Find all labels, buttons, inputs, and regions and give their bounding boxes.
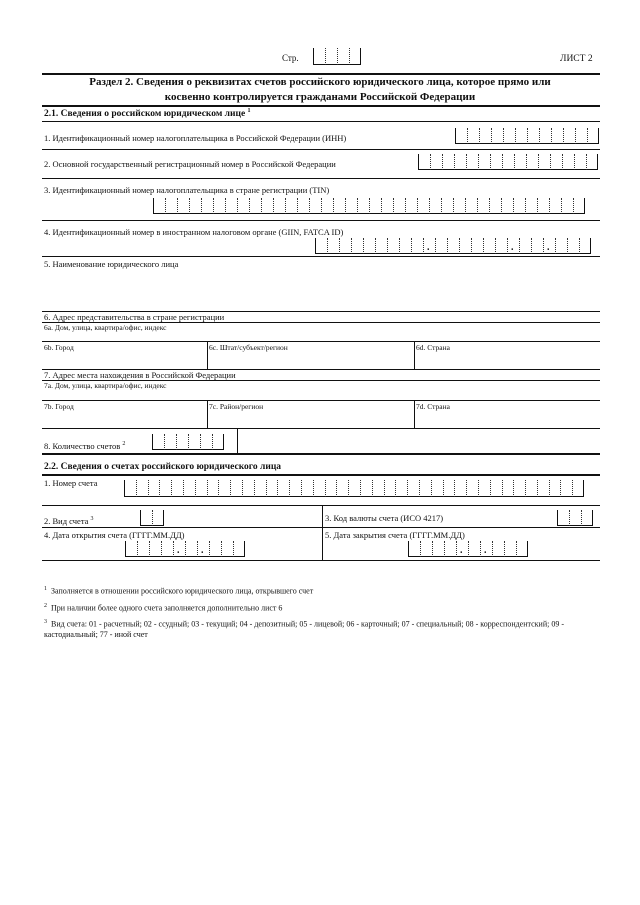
rep-state-label: 6с. Штат/субъект/регион <box>209 343 288 352</box>
rep-city-label: 6b. Город <box>44 343 74 352</box>
ogrn-field[interactable] <box>418 154 598 170</box>
rep-address-label: 6. Адрес представительства в стране регистрации <box>44 312 225 322</box>
account-number-label: 1. Номер счета <box>44 478 98 488</box>
ru-district-label: 7с. Район/регион <box>209 402 264 411</box>
rep-city-field[interactable] <box>44 354 204 366</box>
tin-label: 3. Идентификационный номер налогоплательщика в стране регистрации (TIN) <box>44 185 330 195</box>
ru-city-field[interactable] <box>44 413 204 425</box>
ru-street-field[interactable] <box>42 390 600 398</box>
account-type-label: 2. Вид счета $^3$ <box>44 515 94 526</box>
page-number-label: Стр. <box>282 53 299 63</box>
accounts-count-field[interactable] <box>152 434 224 450</box>
ru-street-label: 7а. Дом, улица, квартира/офис, индекс <box>44 381 167 390</box>
rep-state-field[interactable] <box>210 354 410 366</box>
footnote-2: $^2$ При наличии более одного счета заполняется дополнительно лист 6 <box>44 603 283 613</box>
close-date-field[interactable] <box>408 541 528 557</box>
rep-country-field[interactable] <box>417 354 597 366</box>
company-name-field[interactable] <box>42 270 600 308</box>
rep-country-label: 6d. Страна <box>416 343 450 352</box>
sheet-label: ЛИСТ 2 <box>560 54 593 64</box>
ru-district-field[interactable] <box>210 413 410 425</box>
open-date-field[interactable] <box>125 541 245 557</box>
tin-field[interactable] <box>153 198 585 214</box>
rep-street-label: 6а. Дом, улица, квартира/офис, индекс <box>44 323 167 332</box>
footnote-3: $^3$ Вид счета: 01 - расчетный; 02 - ссудный; 03 - текущий; 04 - депозитный; 05 - лицевой; 06 - карточный; 07 - специальный; 08 - корреспондентский; 09 - кастодиальный; 77 - иной счет <box>44 619 564 640</box>
account-type-field[interactable] <box>140 510 164 526</box>
company-name-label: 5. Наименование юридического лица <box>44 259 179 269</box>
section-2-2-heading: 2.2. Сведения о счетах российского юридического лица <box>44 462 282 472</box>
account-number-field[interactable] <box>124 480 584 497</box>
ogrn-label: 2. Основной государственный регистрационный номер в Российской Федерации <box>44 159 336 169</box>
ru-country-label: 7d. Страна <box>416 402 450 411</box>
currency-code-label: 3. Код валюты счета (ИСО 4217) <box>325 513 444 523</box>
page-number-field[interactable] <box>313 48 361 65</box>
section-2-1-heading: 2.1. Сведения о российском юридическом лице $^1$ <box>44 108 251 120</box>
giin-field[interactable] <box>315 238 591 254</box>
inn-field[interactable] <box>455 128 599 144</box>
giin-label: 4. Идентификационный номер в иностранном налоговом органе (GIIN, FATCA ID) <box>44 227 344 237</box>
ru-city-label: 7b. Город <box>44 402 74 411</box>
inn-label: 1. Идентификационный номер налогоплательщика в Российской Федерации (ИНН) <box>44 133 347 143</box>
close-date-label: 5. Дата закрытия счета (ГГГГ.ММ.ДД) <box>325 530 465 540</box>
section-title-line1: Раздел 2. Сведения о реквизитах счетов российского юридического лица, которое прямо или <box>89 76 551 88</box>
accounts-count-label: 8. Количество счетов $^2$ <box>44 440 126 451</box>
ru-address-label: 7. Адрес места нахождения в Российской Федерации <box>44 370 236 380</box>
section-title-line2: косвенно контролируется гражданами Российской Федерации <box>164 91 476 103</box>
open-date-label: 4. Дата открытия счета (ГГГГ.ММ.ДД) <box>44 530 185 540</box>
currency-code-field[interactable] <box>557 510 593 526</box>
footnote-1: $^1$ Заполняется в отношении российского юридического лица, открывшего счет <box>44 586 314 596</box>
rep-street-field[interactable] <box>42 332 600 340</box>
ru-country-field[interactable] <box>417 413 597 425</box>
